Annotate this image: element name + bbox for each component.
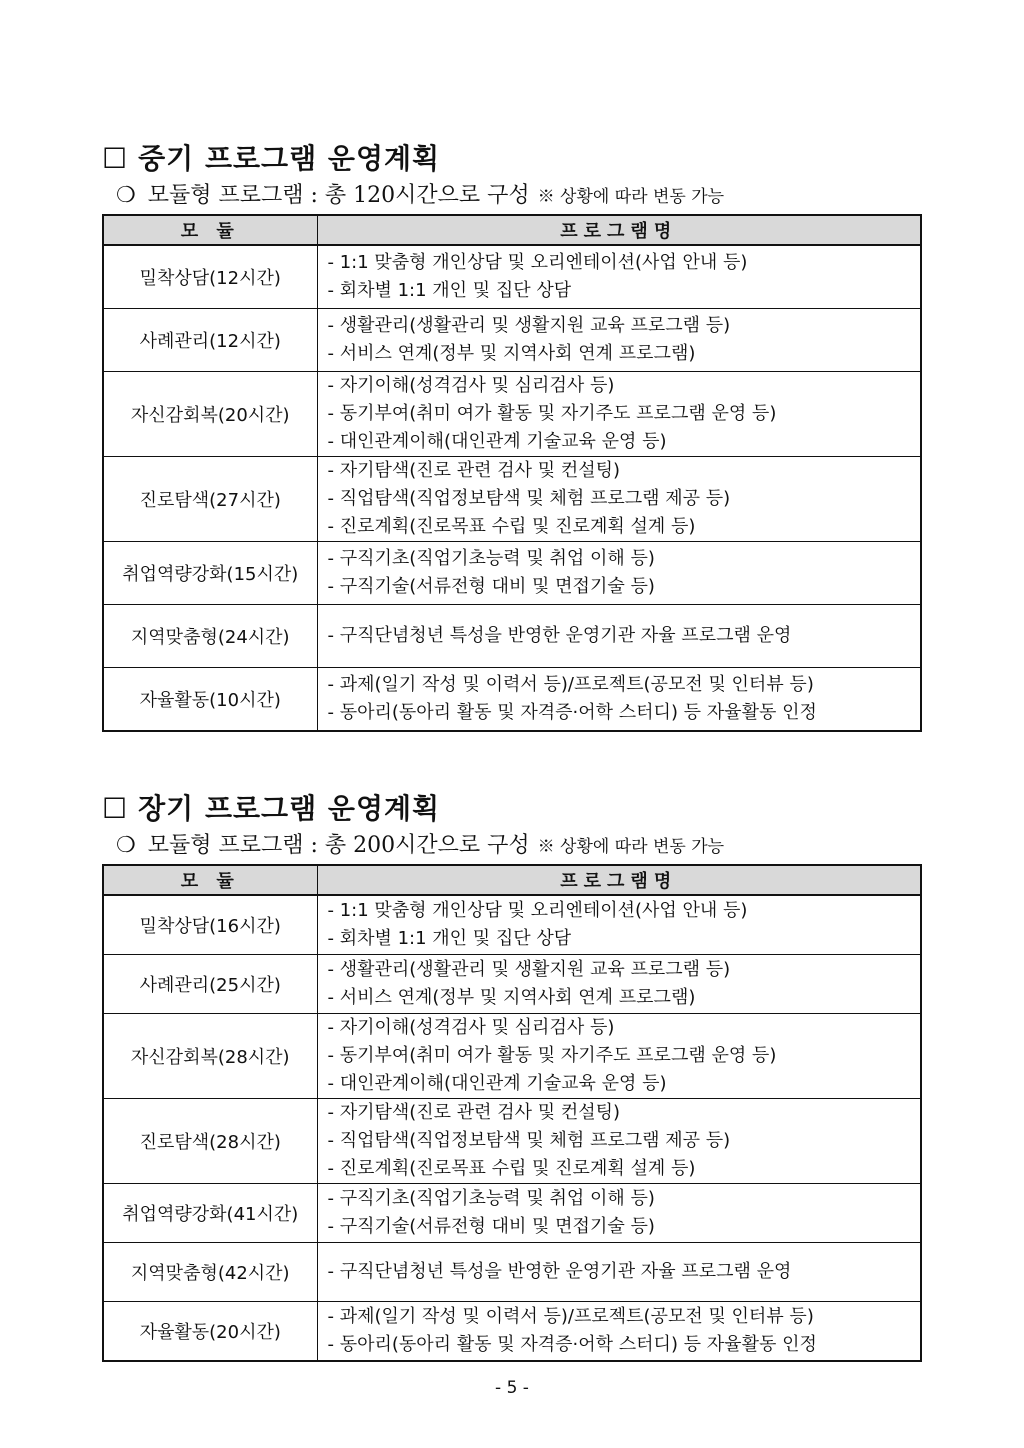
program-line: - 구직단념청년 특성을 반영한 운영기관 자율 프로그램 운영: [327, 625, 792, 646]
table-row: [103, 668, 921, 732]
program-cell: [317, 1243, 921, 1302]
table-row: [103, 955, 921, 1014]
table-row: [103, 372, 921, 457]
circle-bullet-icon: ❍: [116, 833, 136, 858]
page-number: - 5 -: [495, 1378, 529, 1398]
table-row: [103, 1302, 921, 1362]
program-line: - 진로계획(진로목표 수립 및 진로계획 설계 등): [327, 516, 696, 537]
module-cell: 진로탐색(28시간): [103, 1099, 317, 1184]
module-cell: 취업역량강화(41시간): [103, 1184, 317, 1243]
module-cell: 진로탐색(27시간): [103, 457, 317, 542]
module-cell: 밀착상담(16시간): [103, 895, 317, 955]
program-cell: [317, 1302, 921, 1362]
program-line: - 회차별 1:1 개인 및 집단 상담: [327, 280, 572, 301]
program-line: - 자기이해(성격검사 및 심리검사 등): [327, 375, 615, 396]
section-subtitle: [116, 178, 922, 214]
program-cell: [317, 668, 921, 732]
program-line: - 동아리(동아리 활동 및 자격증·어학 스터디) 등 자율활동 인정: [327, 1334, 817, 1355]
program-cell: [317, 955, 921, 1014]
module-cell: 지역맞춤형(24시간): [103, 605, 317, 668]
program-table: [102, 214, 922, 732]
program-cell: [317, 457, 921, 542]
program-line: - 동기부여(취미 여가 활동 및 자기주도 프로그램 운영 등): [327, 403, 777, 424]
program-cell: [317, 372, 921, 457]
table-row: [103, 542, 921, 605]
module-cell: 밀착상담(12시간): [103, 245, 317, 309]
program-cell: [317, 1184, 921, 1243]
program-line: - 1:1 맞춤형 개인상담 및 오리엔테이션(사업 안내 등): [327, 252, 748, 273]
program-line: - 과제(일기 작성 및 이력서 등)/프로젝트(공모전 및 인터뷰 등): [327, 1306, 814, 1327]
table-row: [103, 1243, 921, 1302]
module-cell: 자율활동(20시간): [103, 1302, 317, 1362]
program-line: - 구직기술(서류전형 대비 및 면접기술 등): [327, 1216, 655, 1237]
section-mid-term: [102, 140, 922, 732]
program-line: - 자기탐색(진로 관련 검사 및 컨설팅): [327, 460, 621, 481]
program-cell: [317, 1014, 921, 1099]
header-module: 모 듈: [103, 215, 317, 245]
program-line: - 대인관계이해(대인관계 기술교육 운영 등): [327, 1073, 667, 1094]
program-line: - 구직기초(직업기초능력 및 취업 이해 등): [327, 548, 655, 569]
program-line: - 자기이해(성격검사 및 심리검사 등): [327, 1017, 615, 1038]
table-row: [103, 895, 921, 955]
table-row: [103, 1184, 921, 1243]
module-cell: 사례관리(25시간): [103, 955, 317, 1014]
square-bullet-icon: ☐: [102, 142, 129, 175]
program-line: - 생활관리(생활관리 및 생활지원 교육 프로그램 등): [327, 315, 731, 336]
program-line: - 대인관계이해(대인관계 기술교육 운영 등): [327, 431, 667, 452]
program-line: - 과제(일기 작성 및 이력서 등)/프로젝트(공모전 및 인터뷰 등): [327, 674, 814, 695]
program-cell: [317, 309, 921, 372]
program-cell: [317, 895, 921, 955]
section-title: [102, 140, 922, 178]
module-cell: 지역맞춤형(42시간): [103, 1243, 317, 1302]
section-title-text: 장기 프로그램 운영계획: [138, 792, 441, 825]
table-row: [103, 1014, 921, 1099]
program-cell: [317, 245, 921, 309]
section-title-text: 중기 프로그램 운영계획: [138, 142, 441, 175]
square-bullet-icon: ☐: [102, 792, 129, 825]
program-table: [102, 864, 922, 1362]
section-long-term: [102, 790, 922, 1362]
section-subtitle: [116, 828, 922, 864]
header-program: 프로그램명: [317, 215, 921, 245]
module-cell: 취업역량강화(15시간): [103, 542, 317, 605]
program-line: - 자기탐색(진로 관련 검사 및 컨설팅): [327, 1102, 621, 1123]
table-row: [103, 457, 921, 542]
program-line: - 1:1 맞춤형 개인상담 및 오리엔테이션(사업 안내 등): [327, 900, 748, 921]
header-program: 프로그램명: [317, 865, 921, 895]
subtitle-text: 모듈형 프로그램 : 총 120시간으로 구성: [147, 183, 530, 208]
program-line: - 서비스 연계(정부 및 지역사회 연계 프로그램): [327, 343, 696, 364]
module-cell: 자율활동(10시간): [103, 668, 317, 732]
program-cell: [317, 542, 921, 605]
program-line: - 동기부여(취미 여가 활동 및 자기주도 프로그램 운영 등): [327, 1045, 777, 1066]
program-line: - 진로계획(진로목표 수립 및 진로계획 설계 등): [327, 1158, 696, 1179]
header-module: 모 듈: [103, 865, 317, 895]
program-line: - 생활관리(생활관리 및 생활지원 교육 프로그램 등): [327, 959, 731, 980]
program-line: - 구직기초(직업기초능력 및 취업 이해 등): [327, 1188, 655, 1209]
program-line: - 동아리(동아리 활동 및 자격증·어학 스터디) 등 자율활동 인정: [327, 702, 817, 723]
program-line: - 서비스 연계(정부 및 지역사회 연계 프로그램): [327, 987, 696, 1008]
program-cell: [317, 605, 921, 668]
circle-bullet-icon: ❍: [116, 183, 136, 208]
program-line: - 직업탐색(직업정보탐색 및 체험 프로그램 제공 등): [327, 1130, 731, 1151]
table-row: [103, 309, 921, 372]
table-row: [103, 245, 921, 309]
module-cell: 자신감회복(20시간): [103, 372, 317, 457]
table-row: [103, 605, 921, 668]
program-cell: [317, 1099, 921, 1184]
module-cell: 사례관리(12시간): [103, 309, 317, 372]
table-row: [103, 1099, 921, 1184]
subtitle-note: ※ 상황에 따라 변동 가능: [537, 187, 725, 207]
program-line: - 직업탐색(직업정보탐색 및 체험 프로그램 제공 등): [327, 488, 731, 509]
module-cell: 자신감회복(28시간): [103, 1014, 317, 1099]
program-line: - 구직기술(서류전형 대비 및 면접기술 등): [327, 576, 655, 597]
subtitle-text: 모듈형 프로그램 : 총 200시간으로 구성: [147, 833, 530, 858]
subtitle-note: ※ 상황에 따라 변동 가능: [537, 837, 725, 857]
program-line: - 회차별 1:1 개인 및 집단 상담: [327, 928, 572, 949]
section-title: [102, 790, 922, 828]
program-line: - 구직단념청년 특성을 반영한 운영기관 자율 프로그램 운영: [327, 1261, 792, 1282]
